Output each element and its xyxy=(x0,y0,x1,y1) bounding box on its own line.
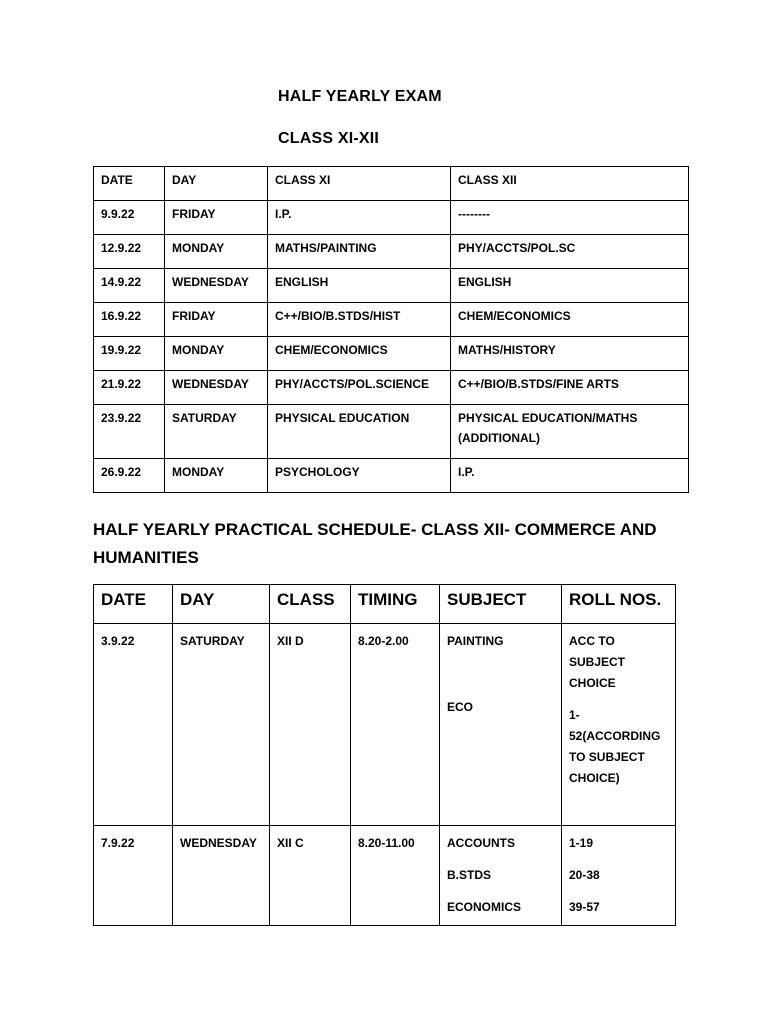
cell-class-xi: MATHS/PAINTING xyxy=(268,235,451,269)
cell-class-xii: CHEM/ECONOMICS xyxy=(451,303,689,337)
table-row xyxy=(94,405,689,459)
header-subject: SUBJECT xyxy=(440,585,562,624)
cell-day: MONDAY xyxy=(165,459,268,493)
cell-day: FRIDAY xyxy=(165,303,268,337)
cell-date: 12.9.22 xyxy=(94,235,165,269)
cell-class-xi: CHEM/ECONOMICS xyxy=(268,337,451,371)
table-row xyxy=(94,337,689,371)
cell-class: XII D xyxy=(270,624,351,826)
table-header-row xyxy=(94,585,676,624)
cell-day: SATURDAY xyxy=(165,405,268,459)
header-date: DATE xyxy=(94,167,165,201)
exam-schedule-table xyxy=(93,166,689,493)
cell-date: 3.9.22 xyxy=(94,624,173,826)
subject-entry: ECONOMICS xyxy=(447,900,522,914)
cell-subject xyxy=(440,624,562,826)
cell-class-xi: ENGLISH xyxy=(268,269,451,303)
cell-class-xii: PHYSICAL EDUCATION/MATHS (ADDITIONAL) xyxy=(451,405,689,459)
cell-day: WEDNESDAY xyxy=(165,269,268,303)
table-row xyxy=(94,303,689,337)
cell-class: XII C xyxy=(270,826,351,926)
roll-entry: 39-57 xyxy=(569,900,600,914)
page-title: HALF YEARLY EXAM xyxy=(278,88,442,105)
table-row xyxy=(94,624,676,826)
subject-entry: B.STDS xyxy=(447,868,492,882)
cell-date: 14.9.22 xyxy=(94,269,165,303)
cell-day: FRIDAY xyxy=(165,201,268,235)
subject-entry: ECO xyxy=(447,700,474,714)
cell-date: 16.9.22 xyxy=(94,303,165,337)
header-class-xii: CLASS XII xyxy=(451,167,689,201)
roll-entry: 20-38 xyxy=(569,868,600,882)
cell-date: 26.9.22 xyxy=(94,459,165,493)
practical-schedule-heading: HALF YEARLY PRACTICAL SCHEDULE- CLASS XII- COMMERCE AND HUMANITIES xyxy=(93,520,657,567)
subject-entry: PAINTING xyxy=(447,634,504,648)
cell-class-xii: MATHS/HISTORY xyxy=(451,337,689,371)
header-class-xi: CLASS XI xyxy=(268,167,451,201)
table-header-row xyxy=(94,167,689,201)
table-row xyxy=(94,201,689,235)
cell-date: 7.9.22 xyxy=(94,826,173,926)
roll-entry: ACC TO SUBJECT CHOICE xyxy=(569,634,626,690)
cell-subject xyxy=(440,826,562,926)
cell-day: WEDNESDAY xyxy=(165,371,268,405)
cell-class-xi: PHY/ACCTS/POL.SCIENCE xyxy=(268,371,451,405)
cell-day: WEDNESDAY xyxy=(173,826,270,926)
cell-date: 23.9.22 xyxy=(94,405,165,459)
cell-date: 19.9.22 xyxy=(94,337,165,371)
cell-class-xii: C++/BIO/B.STDS/FINE ARTS xyxy=(451,371,689,405)
cell-class-xii: -------- xyxy=(451,201,689,235)
cell-day: SATURDAY xyxy=(173,624,270,826)
cell-date: 9.9.22 xyxy=(94,201,165,235)
header-day: DAY xyxy=(173,585,270,624)
practical-schedule-table xyxy=(93,584,676,926)
header-roll-nos: ROLL NOS. xyxy=(562,585,676,624)
subject-entry: ACCOUNTS xyxy=(447,836,515,850)
table-row xyxy=(94,269,689,303)
cell-roll-nos xyxy=(562,826,676,926)
cell-date: 21.9.22 xyxy=(94,371,165,405)
roll-entry: 1-19 xyxy=(569,836,594,850)
cell-class-xi: C++/BIO/B.STDS/HIST xyxy=(268,303,451,337)
cell-class-xii: PHY/ACCTS/POL.SC xyxy=(451,235,689,269)
cell-class-xii: ENGLISH xyxy=(451,269,689,303)
header-class: CLASS xyxy=(270,585,351,624)
table-row xyxy=(94,235,689,269)
table-row xyxy=(94,459,689,493)
table-row xyxy=(94,826,676,926)
cell-day: MONDAY xyxy=(165,337,268,371)
cell-class-xi: PHYSICAL EDUCATION xyxy=(268,405,451,459)
roll-entry: 1-52(ACCORDING TO SUBJECT CHOICE) xyxy=(569,708,661,785)
header-timing: TIMING xyxy=(351,585,440,624)
cell-class-xi: PSYCHOLOGY xyxy=(268,459,451,493)
header-date: DATE xyxy=(94,585,173,624)
page-subtitle: CLASS XI-XII xyxy=(278,130,380,147)
cell-timing: 8.20-2.00 xyxy=(351,624,440,826)
cell-day: MONDAY xyxy=(165,235,268,269)
header-day: DAY xyxy=(165,167,268,201)
cell-timing: 8.20-11.00 xyxy=(351,826,440,926)
table-row xyxy=(94,371,689,405)
cell-class-xii: I.P. xyxy=(451,459,689,493)
cell-class-xi: I.P. xyxy=(268,201,451,235)
cell-roll-nos xyxy=(562,624,676,826)
